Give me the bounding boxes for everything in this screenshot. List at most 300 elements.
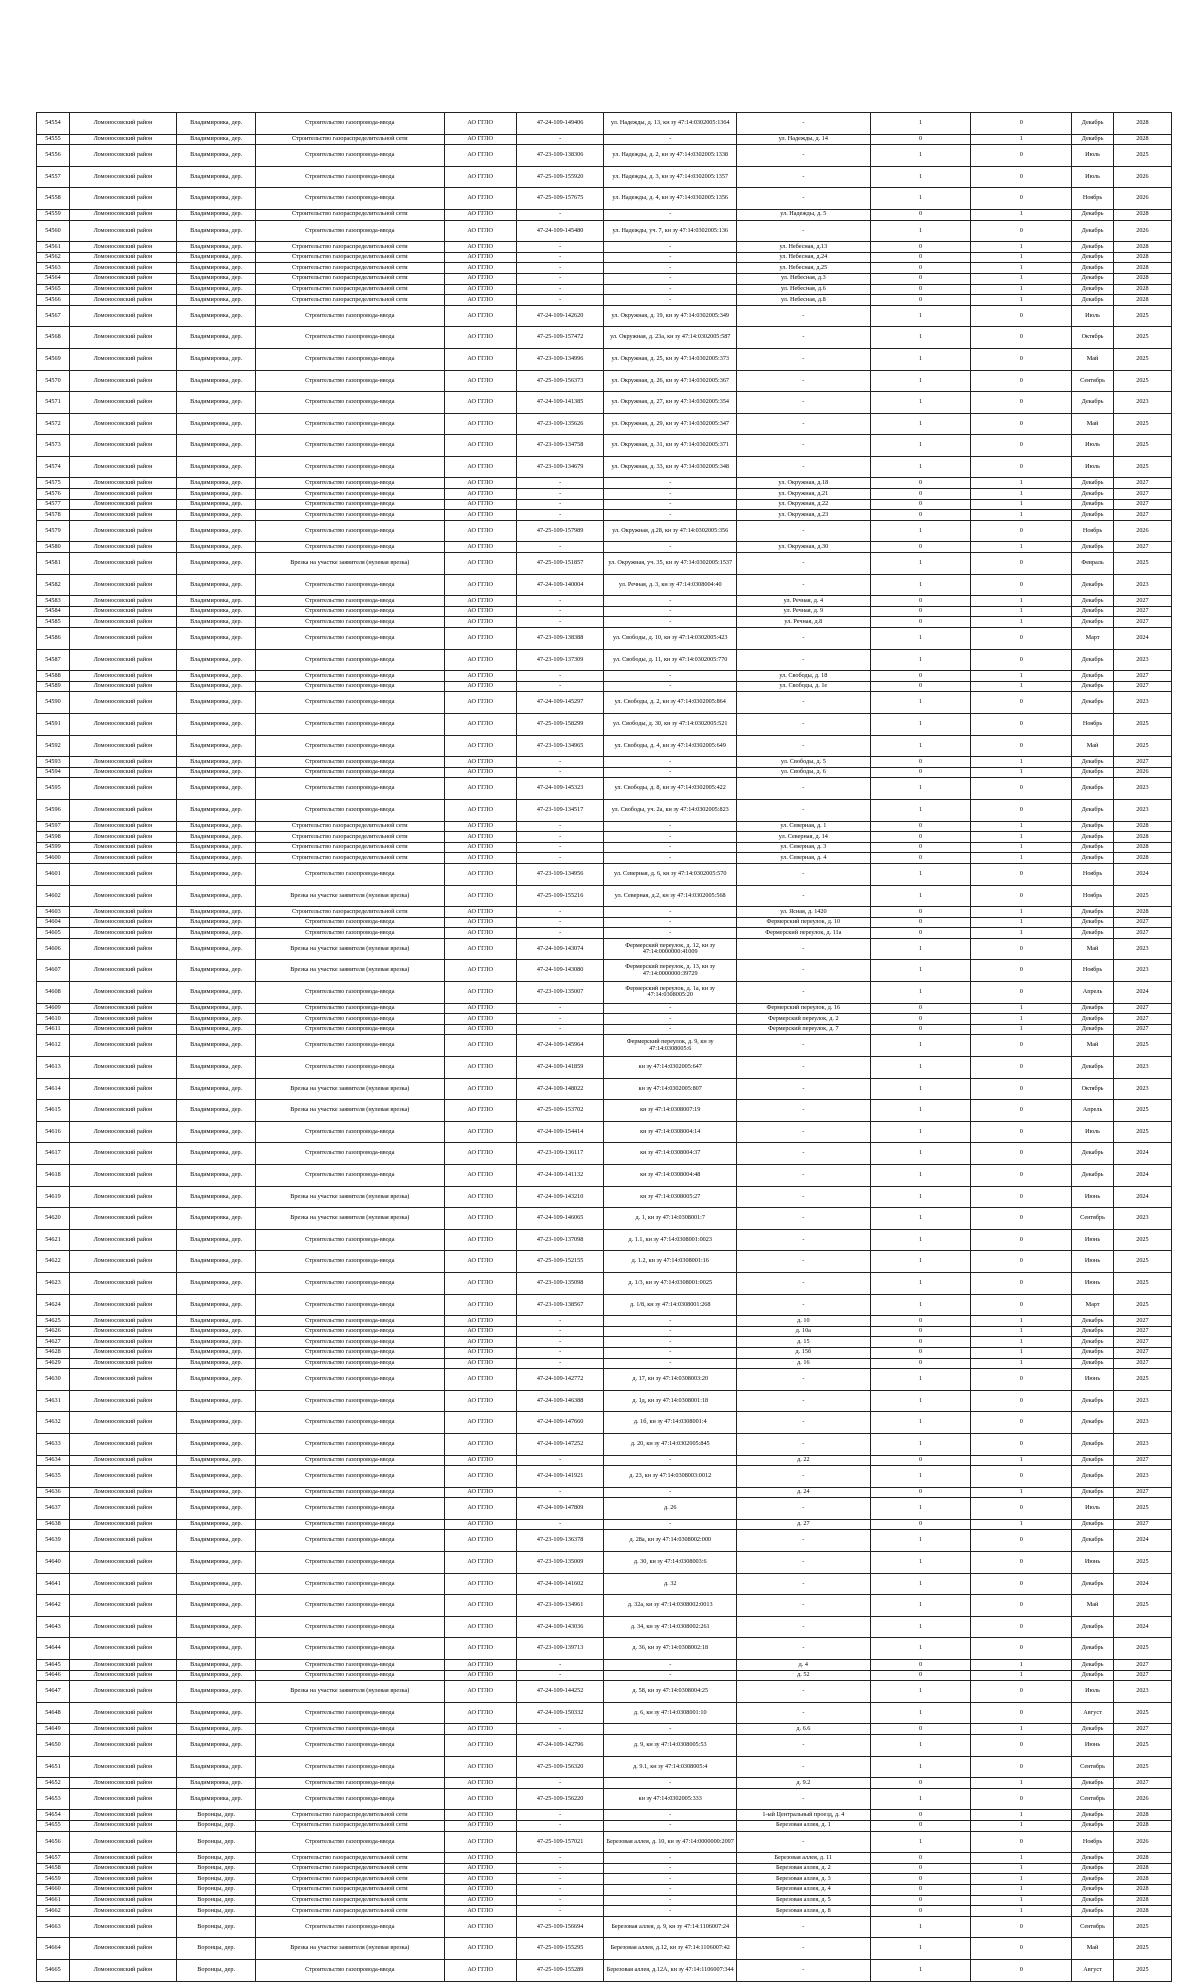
cell-month: Декабрь	[1072, 1433, 1114, 1455]
cell-locality: Воронцы, дер.	[177, 1959, 256, 1981]
cell-row-number: 54647	[37, 1681, 70, 1703]
cell-object-address: д. 20, кн зу 47:14:0302005:845	[604, 1433, 737, 1455]
cell-flag-b: 1	[971, 284, 1072, 295]
cell-application-number: 47-24-109-147252	[516, 1433, 604, 1455]
cell-object-address: д. 1.2, кн зу 47:14:0308001:16	[604, 1251, 737, 1273]
cell-locality: Владимировка, дер.	[177, 1724, 256, 1735]
cell-locality: Владимировка, дер.	[177, 1014, 256, 1025]
cell-row-number: 54657	[37, 1853, 70, 1864]
cell-flag-a: 0	[870, 596, 971, 607]
cell-flag-b: 1	[971, 842, 1072, 853]
cell-district: Ломоносовский район	[69, 1358, 176, 1369]
cell-locality: Владимировка, дер.	[177, 134, 256, 145]
cell-locality: Воронцы, дер.	[177, 1906, 256, 1917]
cell-locality: Владимировка, дер.	[177, 778, 256, 800]
cell-network-address: -	[737, 1208, 871, 1230]
cell-organization: АО ГГЛО	[444, 671, 516, 682]
cell-flag-a: 1	[870, 1702, 971, 1724]
table-row	[37, 1498, 1172, 1520]
cell-year: 2028	[1113, 1863, 1171, 1874]
cell-organization: АО ГГЛО	[444, 1530, 516, 1552]
cell-organization: АО ГГЛО	[444, 1831, 516, 1853]
cell-network-address: ул. Речная, д. 4	[737, 596, 871, 607]
cell-year: 2024	[1113, 1165, 1171, 1187]
cell-flag-a: 1	[870, 1294, 971, 1316]
cell-work-type: Строительство газопровода-ввода	[256, 510, 444, 521]
cell-month: Декабрь	[1072, 1390, 1114, 1412]
cell-organization: АО ГГЛО	[444, 145, 516, 167]
cell-row-number: 54610	[37, 1014, 70, 1025]
cell-object-address: ул. Северная, д.2, кн зу 47:14:0302005:568	[604, 885, 737, 907]
cell-locality: Владимировка, дер.	[177, 1121, 256, 1143]
cell-organization: АО ГГЛО	[444, 596, 516, 607]
cell-flag-a: 1	[870, 327, 971, 349]
cell-row-number: 54600	[37, 853, 70, 864]
table-row	[37, 1143, 1172, 1165]
cell-locality: Владимировка, дер.	[177, 1519, 256, 1530]
cell-application-number: -	[516, 681, 604, 692]
cell-flag-a: 0	[870, 1519, 971, 1530]
cell-month: Декабрь	[1072, 821, 1114, 832]
cell-flag-b: 0	[971, 1788, 1072, 1810]
cell-row-number: 54583	[37, 596, 70, 607]
cell-month: Июль	[1072, 1681, 1114, 1703]
cell-object-address: -	[604, 907, 737, 918]
cell-month: Ноябрь	[1072, 188, 1114, 210]
cell-flag-a: 1	[870, 166, 971, 188]
cell-application-number: -	[516, 757, 604, 768]
cell-locality: Владимировка, дер.	[177, 1498, 256, 1520]
cell-object-address: ул. Свободы, уч. 2а, кн зу 47:14:0302005:823	[604, 799, 737, 821]
cell-year: 2025	[1113, 1938, 1171, 1960]
register-table-body	[37, 113, 1172, 1982]
cell-organization: АО ГГЛО	[444, 1251, 516, 1273]
table-row	[37, 1433, 1172, 1455]
table-row	[37, 938, 1172, 960]
cell-year: 2025	[1113, 348, 1171, 370]
cell-month: Декабрь	[1072, 1316, 1114, 1327]
cell-district: Ломоносовский район	[69, 1078, 176, 1100]
table-row	[37, 1906, 1172, 1917]
cell-flag-a: 1	[870, 1433, 971, 1455]
cell-row-number: 54635	[37, 1466, 70, 1488]
cell-work-type: Строительство газопровода-ввода	[256, 778, 444, 800]
register-table-container	[36, 112, 1172, 1982]
cell-organization: АО ГГЛО	[444, 735, 516, 757]
cell-locality: Владимировка, дер.	[177, 1024, 256, 1035]
cell-month: Август	[1072, 1702, 1114, 1724]
cell-flag-b: 1	[971, 606, 1072, 617]
cell-application-number: -	[516, 209, 604, 220]
cell-organization: АО ГГЛО	[444, 1186, 516, 1208]
cell-year: 2028	[1113, 907, 1171, 918]
cell-work-type: Строительство газопровода-ввода	[256, 1756, 444, 1778]
cell-flag-a: 0	[870, 1326, 971, 1337]
cell-object-address: -	[604, 252, 737, 263]
cell-organization: АО ГГЛО	[444, 1337, 516, 1348]
cell-flag-b: 1	[971, 273, 1072, 284]
cell-network-address: Фермерский переулок, д. 11а	[737, 928, 871, 939]
cell-object-address: кн зу 47:14:0308004:37	[604, 1143, 737, 1165]
cell-flag-a: 1	[870, 413, 971, 435]
cell-row-number: 54591	[37, 713, 70, 735]
cell-district: Ломоносовский район	[69, 757, 176, 768]
cell-row-number: 54568	[37, 327, 70, 349]
cell-object-address: д. 1д, кн зу 47:14:0308001:18	[604, 1390, 737, 1412]
cell-application-number: 47-24-109-140004	[516, 574, 604, 596]
cell-locality: Владимировка, дер.	[177, 242, 256, 253]
cell-network-address: -	[737, 1702, 871, 1724]
cell-application-number: -	[516, 1337, 604, 1348]
cell-organization: АО ГГЛО	[444, 1121, 516, 1143]
cell-flag-a: 1	[870, 713, 971, 735]
cell-object-address: -	[604, 853, 737, 864]
cell-district: Ломоносовский район	[69, 596, 176, 607]
cell-work-type: Строительство газораспределительной сети	[256, 832, 444, 843]
cell-row-number: 54563	[37, 263, 70, 274]
cell-work-type: Строительство газопровода-ввода	[256, 671, 444, 682]
cell-flag-b: 1	[971, 1670, 1072, 1681]
cell-work-type: Строительство газопровода-ввода	[256, 305, 444, 327]
cell-month: Декабрь	[1072, 1358, 1114, 1369]
cell-district: Ломоносовский район	[69, 1778, 176, 1789]
cell-year: 2023	[1113, 1433, 1171, 1455]
cell-month: Декабрь	[1072, 832, 1114, 843]
cell-work-type: Строительство газопровода-ввода	[256, 628, 444, 650]
table-row	[37, 713, 1172, 735]
cell-year: 2028	[1113, 242, 1171, 253]
table-row	[37, 1057, 1172, 1079]
table-row	[37, 1874, 1172, 1885]
cell-year: 2027	[1113, 542, 1171, 553]
cell-application-number: 47-25-109-155920	[516, 166, 604, 188]
cell-network-address: 1-ый Центральный проезд, д. 4	[737, 1810, 871, 1821]
cell-object-address: -	[604, 209, 737, 220]
cell-network-address: ул. Свободы, д. 1е	[737, 681, 871, 692]
cell-year: 2027	[1113, 1347, 1171, 1358]
cell-year: 2023	[1113, 392, 1171, 414]
table-row	[37, 1186, 1172, 1208]
cell-month: Декабрь	[1072, 1638, 1114, 1660]
cell-locality: Владимировка, дер.	[177, 1466, 256, 1488]
cell-district: Ломоносовский район	[69, 863, 176, 885]
table-row	[37, 1294, 1172, 1316]
cell-row-number: 54625	[37, 1316, 70, 1327]
cell-flag-b: 1	[971, 252, 1072, 263]
cell-month: Июль	[1072, 456, 1114, 478]
cell-network-address: -	[737, 1638, 871, 1660]
cell-flag-b: 1	[971, 907, 1072, 918]
cell-organization: АО ГГЛО	[444, 842, 516, 853]
cell-row-number: 54571	[37, 392, 70, 414]
cell-network-address: -	[737, 1916, 871, 1938]
cell-flag-b: 0	[971, 1078, 1072, 1100]
cell-organization: АО ГГЛО	[444, 1959, 516, 1981]
cell-locality: Владимировка, дер.	[177, 1595, 256, 1617]
cell-object-address: ул. Надежды, д. 3, кн зу 47:14:0302005:1357	[604, 166, 737, 188]
cell-locality: Воронцы, дер.	[177, 1863, 256, 1874]
cell-flag-b: 0	[971, 1143, 1072, 1165]
cell-network-address: д. 52	[737, 1670, 871, 1681]
cell-district: Ломоносовский район	[69, 209, 176, 220]
cell-row-number: 54638	[37, 1519, 70, 1530]
cell-application-number: -	[516, 542, 604, 553]
cell-flag-b: 1	[971, 295, 1072, 306]
cell-month: Июнь	[1072, 1229, 1114, 1251]
cell-row-number: 54636	[37, 1487, 70, 1498]
table-row	[37, 370, 1172, 392]
cell-flag-b: 0	[971, 1616, 1072, 1638]
cell-application-number: 47-25-109-156220	[516, 1788, 604, 1810]
cell-flag-a: 1	[870, 1498, 971, 1520]
cell-object-address: ул. Окружная, д. 27, кн зу 47:14:0302005:354	[604, 392, 737, 414]
cell-organization: АО ГГЛО	[444, 1433, 516, 1455]
cell-flag-a: 0	[870, 1003, 971, 1014]
cell-row-number: 54623	[37, 1272, 70, 1294]
table-row	[37, 681, 1172, 692]
cell-year: 2023	[1113, 778, 1171, 800]
cell-month: Декабрь	[1072, 209, 1114, 220]
cell-application-number: -	[516, 853, 604, 864]
cell-month: Декабрь	[1072, 1326, 1114, 1337]
table-row	[37, 1208, 1172, 1230]
cell-locality: Владимировка, дер.	[177, 1143, 256, 1165]
cell-network-address: -	[737, 1498, 871, 1520]
cell-organization: АО ГГЛО	[444, 1003, 516, 1014]
cell-work-type: Врезка на участке заявителя (нулевая врезка)	[256, 1938, 444, 1960]
cell-application-number: -	[516, 596, 604, 607]
cell-application-number: 47-23-109-138306	[516, 145, 604, 167]
cell-locality: Владимировка, дер.	[177, 520, 256, 542]
cell-application-number: -	[516, 1358, 604, 1369]
cell-organization: АО ГГЛО	[444, 885, 516, 907]
cell-work-type: Строительство газопровода-ввода	[256, 1326, 444, 1337]
cell-flag-b: 1	[971, 1003, 1072, 1014]
cell-flag-a: 1	[870, 188, 971, 210]
cell-work-type: Строительство газопровода-ввода	[256, 649, 444, 671]
cell-year: 2028	[1113, 113, 1171, 135]
cell-row-number: 54650	[37, 1735, 70, 1757]
cell-year: 2025	[1113, 1595, 1171, 1617]
cell-locality: Владимировка, дер.	[177, 392, 256, 414]
cell-row-number: 54619	[37, 1186, 70, 1208]
cell-object-address: -	[604, 917, 737, 928]
cell-object-address: -	[604, 1455, 737, 1466]
cell-organization: АО ГГЛО	[444, 327, 516, 349]
cell-flag-a: 0	[870, 1455, 971, 1466]
cell-flag-a: 1	[870, 1100, 971, 1122]
table-row	[37, 1369, 1172, 1391]
cell-organization: АО ГГЛО	[444, 1326, 516, 1337]
cell-network-address: д. 27	[737, 1519, 871, 1530]
table-row	[37, 435, 1172, 457]
cell-district: Ломоносовский район	[69, 1552, 176, 1574]
cell-flag-b: 1	[971, 242, 1072, 253]
cell-year: 2025	[1113, 1756, 1171, 1778]
cell-month: Декабрь	[1072, 842, 1114, 853]
cell-row-number: 54576	[37, 489, 70, 500]
cell-work-type: Врезка на участке заявителя (нулевая врезка)	[256, 960, 444, 982]
cell-district: Ломоносовский район	[69, 295, 176, 306]
table-row	[37, 842, 1172, 853]
cell-flag-a: 0	[870, 842, 971, 853]
cell-work-type: Строительство газопровода-ввода	[256, 188, 444, 210]
cell-network-address: -	[737, 1466, 871, 1488]
cell-row-number: 54577	[37, 499, 70, 510]
cell-row-number: 54565	[37, 284, 70, 295]
cell-flag-a: 1	[870, 520, 971, 542]
cell-locality: Владимировка, дер.	[177, 1756, 256, 1778]
cell-flag-b: 0	[971, 1552, 1072, 1574]
table-row	[37, 649, 1172, 671]
cell-object-address: д. 1.1, кн зу 47:14:0308001:0023	[604, 1229, 737, 1251]
cell-locality: Воронцы, дер.	[177, 1874, 256, 1885]
cell-year: 2023	[1113, 1390, 1171, 1412]
cell-application-number: 47-23-109-136117	[516, 1143, 604, 1165]
cell-month: Ноябрь	[1072, 1831, 1114, 1853]
table-row	[37, 1552, 1172, 1574]
cell-network-address: -	[737, 1165, 871, 1187]
cell-district: Ломоносовский район	[69, 1660, 176, 1671]
cell-flag-a: 1	[870, 1756, 971, 1778]
cell-flag-b: 1	[971, 1347, 1072, 1358]
table-row	[37, 520, 1172, 542]
cell-work-type: Врезка на участке заявителя (нулевая врезка)	[256, 938, 444, 960]
cell-application-number: -	[516, 1487, 604, 1498]
cell-network-address: д. 6.6	[737, 1724, 871, 1735]
cell-application-number: -	[516, 489, 604, 500]
cell-district: Ломоносовский район	[69, 1820, 176, 1831]
cell-object-address: ул. Свободы, д. 11, кн зу 47:14:0302005:770	[604, 649, 737, 671]
cell-work-type: Строительство газораспределительной сети	[256, 1863, 444, 1874]
table-row	[37, 242, 1172, 253]
cell-flag-a: 1	[870, 1369, 971, 1391]
cell-flag-a: 0	[870, 1670, 971, 1681]
cell-locality: Владимировка, дер.	[177, 510, 256, 521]
cell-object-address: ул. Свободы, д. 4, кн зу 47:14:0302005:649	[604, 735, 737, 757]
cell-flag-a: 0	[870, 252, 971, 263]
cell-object-address: -	[604, 1358, 737, 1369]
cell-flag-a: 0	[870, 273, 971, 284]
table-row	[37, 735, 1172, 757]
cell-row-number: 54618	[37, 1165, 70, 1187]
table-row	[37, 263, 1172, 274]
cell-flag-b: 0	[971, 1498, 1072, 1520]
cell-application-number: 47-23-109-139713	[516, 1638, 604, 1660]
cell-application-number: -	[516, 1820, 604, 1831]
cell-locality: Воронцы, дер.	[177, 1938, 256, 1960]
cell-district: Ломоносовский район	[69, 510, 176, 521]
cell-flag-b: 1	[971, 617, 1072, 628]
cell-district: Ломоносовский район	[69, 1616, 176, 1638]
cell-locality: Владимировка, дер.	[177, 1229, 256, 1251]
cell-district: Ломоносовский район	[69, 1724, 176, 1735]
cell-network-address: ул. Небесная, д.3	[737, 273, 871, 284]
cell-network-address: -	[737, 1143, 871, 1165]
cell-organization: АО ГГЛО	[444, 1853, 516, 1864]
cell-row-number: 54648	[37, 1702, 70, 1724]
cell-district: Ломоносовский район	[69, 1433, 176, 1455]
cell-year: 2027	[1113, 757, 1171, 768]
cell-work-type: Строительство газопровода-ввода	[256, 1337, 444, 1348]
cell-year: 2028	[1113, 134, 1171, 145]
cell-locality: Владимировка, дер.	[177, 1616, 256, 1638]
cell-work-type: Строительство газораспределительной сети	[256, 1884, 444, 1895]
cell-locality: Владимировка, дер.	[177, 1390, 256, 1412]
cell-district: Ломоносовский район	[69, 1186, 176, 1208]
cell-locality: Владимировка, дер.	[177, 1638, 256, 1660]
cell-district: Ломоносовский район	[69, 853, 176, 864]
cell-work-type: Строительство газопровода-ввода	[256, 1433, 444, 1455]
cell-locality: Воронцы, дер.	[177, 1810, 256, 1821]
cell-work-type: Строительство газораспределительной сети	[256, 1906, 444, 1917]
cell-network-address: -	[737, 778, 871, 800]
cell-application-number: 47-24-109-148022	[516, 1078, 604, 1100]
cell-flag-a: 1	[870, 1272, 971, 1294]
cell-year: 2023	[1113, 649, 1171, 671]
cell-district: Ломоносовский район	[69, 1916, 176, 1938]
cell-row-number: 54588	[37, 671, 70, 682]
cell-organization: АО ГГЛО	[444, 1874, 516, 1885]
cell-application-number: -	[516, 1906, 604, 1917]
table-row	[37, 456, 1172, 478]
cell-organization: АО ГГЛО	[444, 821, 516, 832]
cell-flag-a: 1	[870, 1573, 971, 1595]
table-row	[37, 671, 1172, 682]
cell-work-type: Строительство газораспределительной сети	[256, 1820, 444, 1831]
cell-row-number: 54665	[37, 1959, 70, 1981]
cell-district: Ломоносовский район	[69, 1057, 176, 1079]
cell-month: Июль	[1072, 166, 1114, 188]
cell-month: Декабрь	[1072, 767, 1114, 778]
cell-object-address: -	[604, 134, 737, 145]
cell-row-number: 54652	[37, 1778, 70, 1789]
cell-network-address: -	[737, 1959, 871, 1981]
cell-row-number: 54554	[37, 113, 70, 135]
cell-work-type: Строительство газопровода-ввода	[256, 1358, 444, 1369]
cell-flag-b: 0	[971, 1057, 1072, 1079]
cell-month: Февраль	[1072, 553, 1114, 575]
cell-flag-b: 0	[971, 799, 1072, 821]
cell-row-number: 54569	[37, 348, 70, 370]
cell-month: Декабрь	[1072, 757, 1114, 768]
cell-flag-b: 0	[971, 885, 1072, 907]
cell-locality: Владимировка, дер.	[177, 478, 256, 489]
cell-month: Декабрь	[1072, 617, 1114, 628]
cell-organization: АО ГГЛО	[444, 1229, 516, 1251]
cell-row-number: 54620	[37, 1208, 70, 1230]
cell-row-number: 54634	[37, 1455, 70, 1466]
cell-organization: АО ГГЛО	[444, 1165, 516, 1187]
cell-locality: Владимировка, дер.	[177, 574, 256, 596]
cell-network-address: -	[737, 1251, 871, 1273]
cell-locality: Владимировка, дер.	[177, 1272, 256, 1294]
cell-organization: АО ГГЛО	[444, 273, 516, 284]
cell-month: Декабрь	[1072, 853, 1114, 864]
cell-application-number: 47-24-109-143036	[516, 1616, 604, 1638]
cell-district: Ломоносовский район	[69, 1024, 176, 1035]
cell-object-address: -	[604, 242, 737, 253]
cell-organization: АО ГГЛО	[444, 1810, 516, 1821]
cell-flag-a: 1	[870, 1208, 971, 1230]
cell-object-address: -	[604, 499, 737, 510]
cell-application-number: -	[516, 1660, 604, 1671]
cell-district: Ломоносовский район	[69, 1412, 176, 1434]
cell-application-number: -	[516, 1347, 604, 1358]
cell-application-number: 47-24-109-147809	[516, 1498, 604, 1520]
cell-work-type: Строительство газораспределительной сети	[256, 1895, 444, 1906]
cell-flag-b: 0	[971, 982, 1072, 1004]
